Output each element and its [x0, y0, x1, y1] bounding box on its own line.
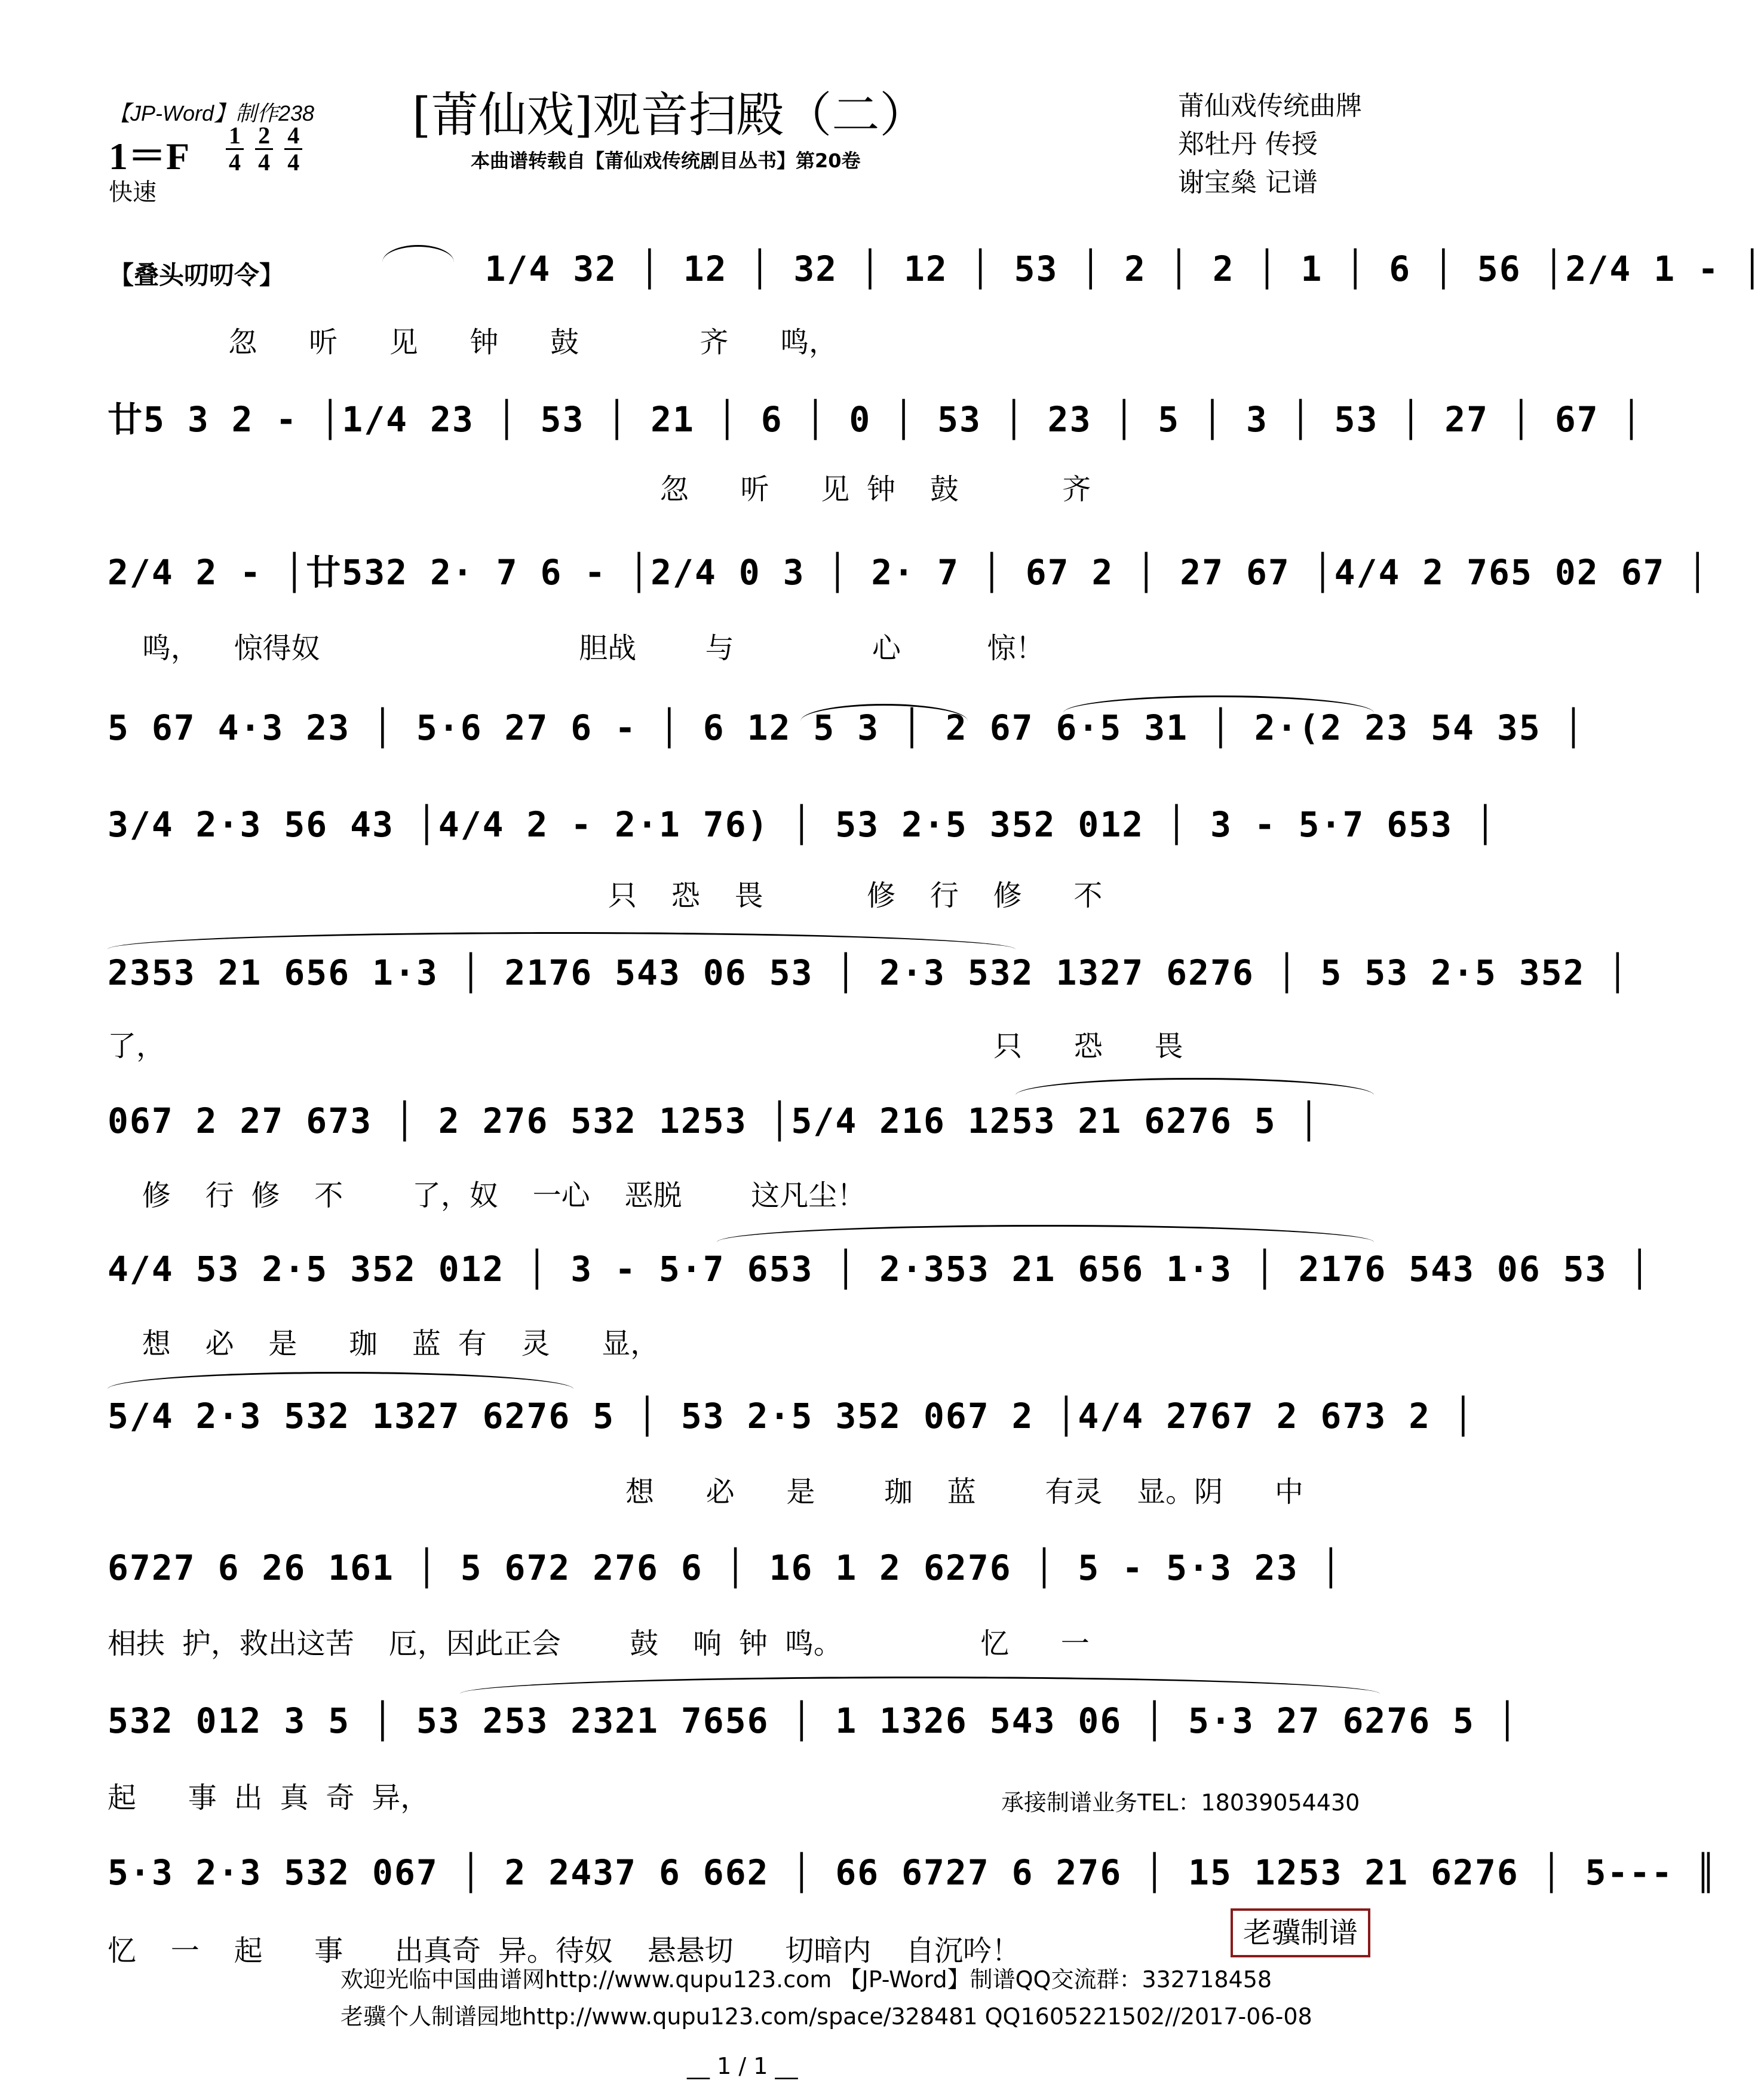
phone-notice: 承接制谱业务TEL：18039054430: [1001, 1789, 1360, 1816]
source-note: 本曲谱转载自【莆仙戏传统剧目丛书】第20卷: [471, 149, 861, 172]
footer-line-1: 欢迎光临中国曲谱网http://www.qupu123.com 【JP-Word】制谱QQ交流群：332718458: [340, 1966, 1272, 1993]
credit-line: 谢宝燊 记谱: [1178, 167, 1318, 198]
slur-mark: [108, 932, 1016, 949]
slur-mark: [717, 1225, 1374, 1242]
maker-stamp: 老骥制谱: [1231, 1908, 1370, 1957]
lyrics-line-8: 想 必 是 珈 蓝 有 灵 显，: [108, 1327, 659, 1360]
slur-mark: [108, 1372, 573, 1389]
credit-line: 莆仙戏传统曲牌: [1178, 91, 1362, 121]
lyrics-line-10: 相扶 护，救出这苦 厄，因此正会 鼓 响 钟 鸣。 忆 一: [108, 1627, 1090, 1660]
lyrics-line-2: 忽 听 见 钟 鼓 齐: [108, 473, 1091, 506]
slur-mark: [460, 1677, 1380, 1694]
score-system-8: 4/4 53 2·5 352 012 │ 3 - 5·7 653 │ 2·353 21 656 1·3 │ 2176 543 06 53 │: [108, 1249, 1652, 1289]
lyrics-line-9: 想 必 是 珈 蓝 有灵 显。阴 中: [108, 1475, 1303, 1509]
score-system-11: 532 012 3 5 │ 53 253 2321 7656 │ 1 1326 543 06 │ 5·3 27 6276 5 │: [108, 1700, 1519, 1741]
lyrics-line-12: 忆 一 起 事 出真奇 异。待奴 悬悬切 切暗内 自沉吟！: [108, 1934, 1021, 1968]
qupai-label: 【叠头叨叨令】: [109, 261, 285, 290]
score-system-4: 5 67 4·3 23 │ 5·6 27 6 - │ 6 12 5 3 │ 2 67 6·5 31 │ 2·(2 23 54 35 │: [108, 707, 1585, 748]
meter-2-4: $\frac{2}{4}$: [255, 123, 273, 175]
lyrics-line-11: 起 事 出 真 奇 异，: [108, 1781, 430, 1815]
score-system-6: 2353 21 656 1·3 │ 2176 543 06 53 │ 2·3 532 1327 6276 │ 5 53 2·5 352 │: [108, 952, 1630, 993]
credit-line: 郑牡丹 传授: [1178, 129, 1318, 160]
tempo-marking: 快速: [109, 179, 157, 206]
score-system-10: 6727 6 26 161 │ 5 672 276 6 │ 16 1 2 6276 │ 5 - 5·3 23 │: [108, 1548, 1343, 1588]
lyrics-line-5: 只 恐 畏 修 行 修 不: [108, 879, 1103, 912]
credits: [1178, 87, 1362, 202]
lyrics-line-1: 忽 听 见 钟 鼓 齐 鸣，: [108, 326, 838, 359]
score-system-3: 2/4 2 - │廿532 2· 7 6 - │2/4 0 3 │ 2· 7 │ 67 2 │ 27 67 │4/4 2 765 02 67 │: [108, 552, 1710, 593]
page-number: __ 1 / 1 __: [687, 2053, 798, 2079]
score-system-12: 5·3 2·3 532 067 │ 2 2437 6 662 │ 66 6727 6 276 │ 15 1253 21 6276 │ 5--- ║: [108, 1852, 1718, 1893]
slur-mark: [1016, 1078, 1374, 1095]
lyrics-line-6: 了， 只 恐 畏: [108, 1029, 1183, 1063]
score-system-2: 廿5 3 2 - │1/4 23 │ 53 │ 21 │ 6 │ 0 │ 53 │ 23 │ 5 │ 3 │ 53 │ 27 │ 67 │: [108, 399, 1643, 440]
lyrics-line-3: 鸣， 惊得奴 胆战 与 心 惊！: [108, 632, 1045, 665]
meter-1-4: $\frac{1}{4}$: [226, 123, 244, 175]
score-system-7: 067 2 27 673 │ 2 276 532 1253 │5/4 216 1253 21 6276 5 │: [108, 1101, 1321, 1141]
score-system-5: 3/4 2·3 56 43 │4/4 2 - 2·1 76) │ 53 2·5 352 012 │ 3 - 5·7 653 │: [108, 804, 1497, 845]
meter-4-4: $\frac{4}{4}$: [284, 123, 302, 175]
key-signature: 1＝F: [109, 135, 190, 177]
time-signatures: [226, 123, 311, 175]
maker-label: 【JP-Word】制作238: [109, 101, 315, 125]
score-system-1: 1/4 32 │ 12 │ 32 │ 12 │ 53 │ 2 │ 2 │ 1 │ 6 │ 56 │2/4 1 - │: [352, 249, 1764, 289]
score-system-9: 5/4 2·3 532 1327 6276 5 │ 53 2·5 352 067 2 │4/4 2767 2 673 2 │: [108, 1396, 1475, 1436]
lyrics-line-7: 修 行 修 不 了，奴 一心 恶脱 这凡尘！: [108, 1179, 866, 1212]
page-title: [莆仙戏]观音扫殿（二）: [412, 87, 928, 143]
footer-line-2: 老骥个人制谱园地http://www.qupu123.com/space/328481 QQ1605221502//2017-06-08: [340, 2003, 1312, 2030]
